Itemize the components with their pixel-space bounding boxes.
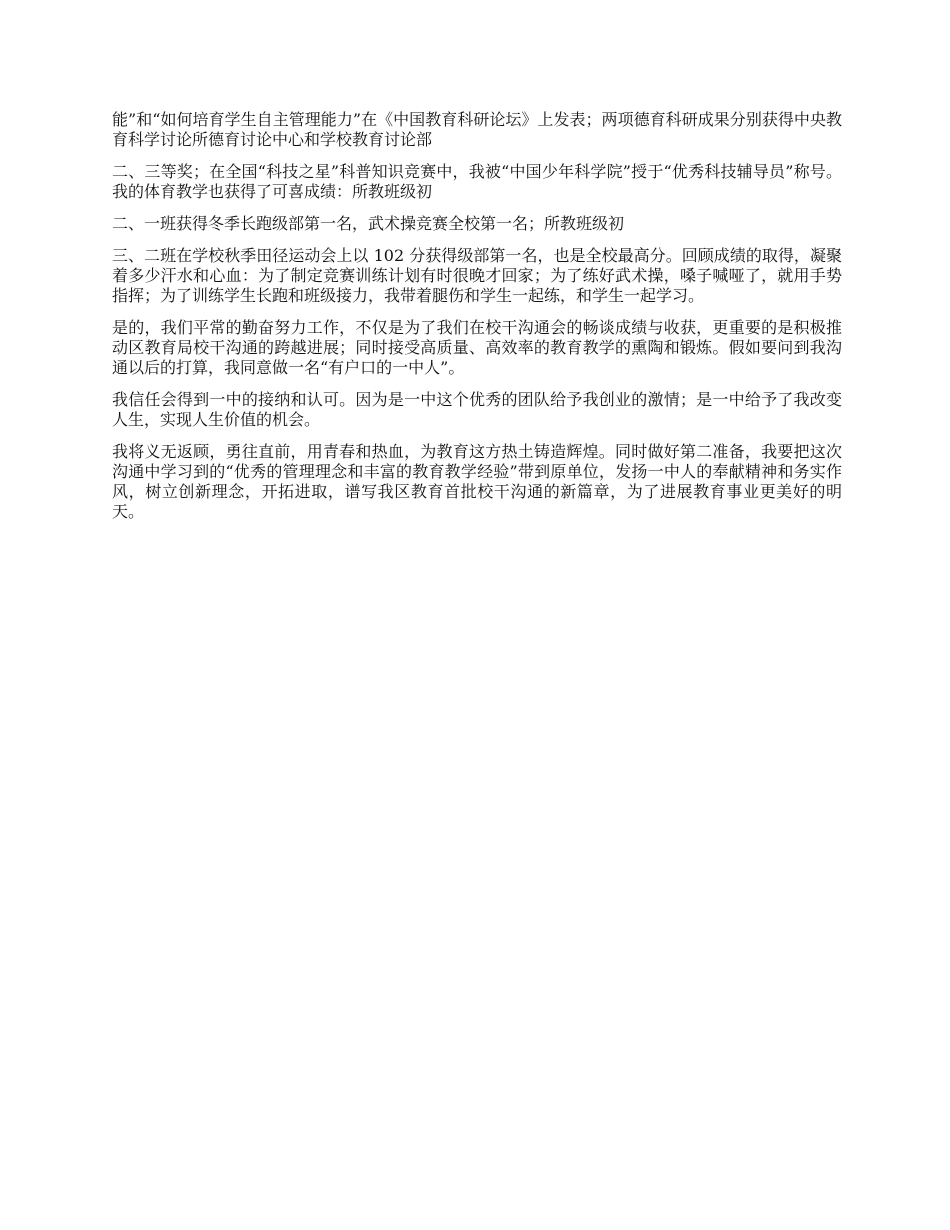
paragraph-1: 能”和“如何培育学生自主管理能力”在《中国教育科研论坛》上发表；两项德育科研成果分别获得中央教育科学讨论所德育讨论中心和学校教育讨论部: [112, 110, 842, 149]
paragraph-5: 是的，我们平常的勤奋努力工作，不仅是为了我们在校干沟通会的畅谈成绩与收获，更重要的是积极推动区教育局校干沟通的跨越进展；同时接受高质量、高效率的教育教学的熏陶和锻炼。假如要问到我沟通以后的打算，我同意做一名“有户口的一中人”。: [112, 318, 842, 377]
paragraph-3: 二、一班获得冬季长跑级部第一名，武术操竞赛全校第一名；所教班级初: [112, 214, 625, 233]
paragraph-6: 我信任会得到一中的接纳和认可。因为是一中这个优秀的团队给予我创业的激情；是一中给予了我改变人生，实现人生价值的机会。: [112, 390, 842, 429]
paragraph-7: 我将义无返顾，勇往直前，用青春和热血，为教育这方热土铸造辉煌。同时做好第二准备，我要把这次沟通中学习到的“优秀的管理理念和丰富的教育教学经验”带到原单位，发扬一中人的奉献精神和务实作风，树立创新理念，开拓进取，谱写我区教育首批校干沟通的新篇章，为了进展教育事业更美好的明天。: [112, 442, 842, 521]
paragraph-2: 二、三等奖；在全国“科技之星”科普知识竞赛中，我被“中国少年科学院”授于“优秀科技辅导员”称号。我的体育教学也获得了可喜成绩：所教班级初: [112, 162, 842, 201]
document-page: [112, 110, 842, 534]
paragraph-4: 三、二班在学校秋季田径运动会上以 102 分获得级部第一名，也是全校最高分。回顾成绩的取得，凝聚着多少汗水和心血：为了制定竞赛训练计划有时很晚才回家；为了练好武术操，嗓子喊哑了，就用手势指挥；为了训练学生长跑和班级接力，我带着腿伤和学生一起练，和学生一起学习。: [112, 246, 842, 305]
